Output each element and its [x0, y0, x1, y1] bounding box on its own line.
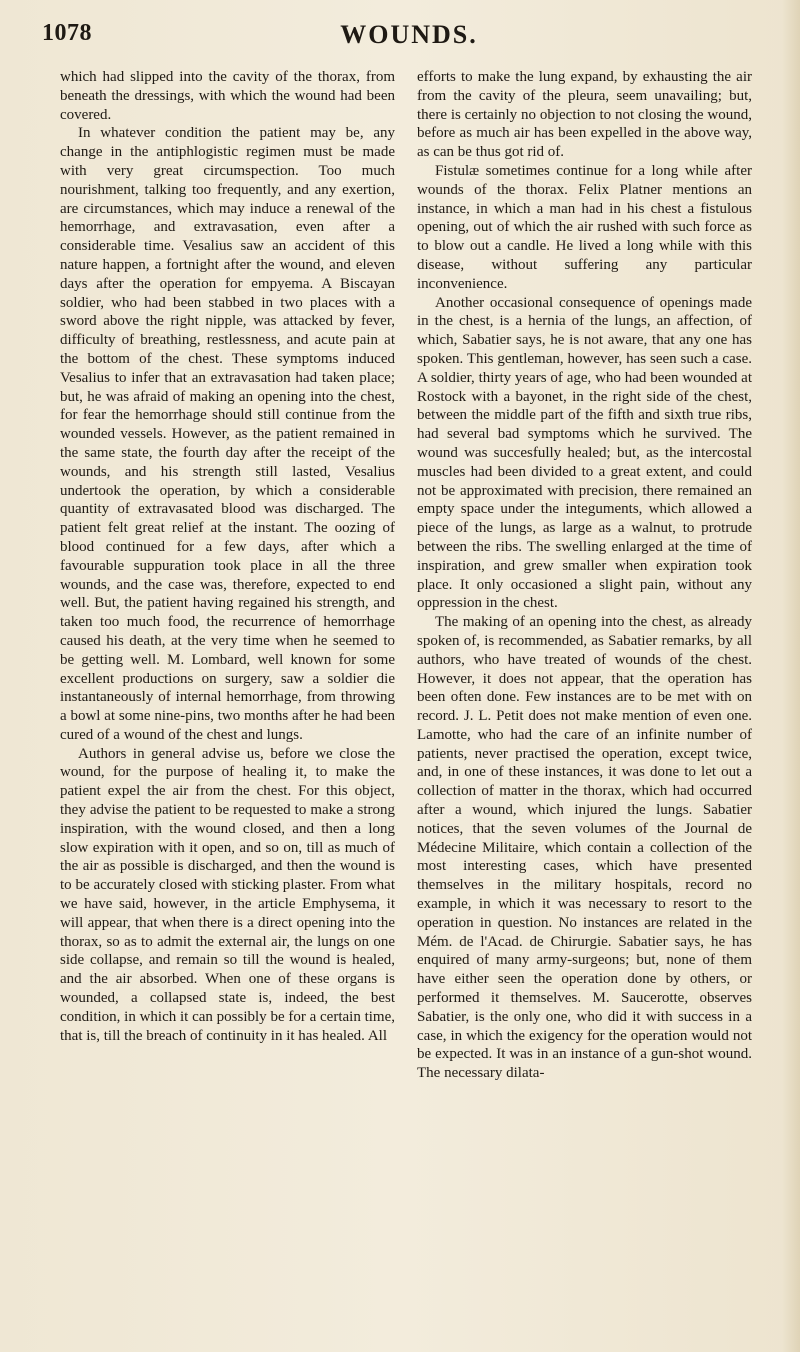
- page-number: 1078: [42, 20, 92, 46]
- paragraph: The making of an opening into the chest, as already spoken of, is recommended, as Sabatier remarks, by all authors, who have treated of wounds of the chest. However, it does not appear, that the operation has been often done. Few instances are to be met with on record. J. L. Petit does not make mention of even one. Lamotte, who had the care of an infinite number of patients, never practised the operation, except twice, and, in one of these instances, it was done to let out a collection of matter in the thorax, which had occurred after a wound, which injured the lungs. Sabatier notices, that the seven volumes of the Journal de Médecine Militaire, which contain a collection of the most interesting cases, which have presented themselves in the military hospitals, record no example, in which it was necessary to resort to the operation in question. No instances are related in the Mém. de l'Acad. de Chirurgie. Sabatier says, he has enquired of many army-surgeons; but, none of them have either seen the operation done by others, or performed it themselves. M. Saucerotte, observes Sabatier, is the only one, who did it with success in a case, in which the exigency for the operation would not be expected. It was in an instance of a gun-shot wound. The necessary dilata-: [417, 614, 752, 1082]
- left-column: [60, 68, 395, 1083]
- text-columns: [60, 68, 758, 1083]
- running-title: WOUNDS.: [340, 20, 478, 49]
- paragraph: efforts to make the lung expand, by exhausting the air from the cavity of the pleura, seem unavailing; but, there is certainly no objection to not closing the wound, before as much air has been expelled in the above way, as can be thus got rid of.: [417, 69, 752, 161]
- running-head: [42, 20, 758, 60]
- paragraph: Another occasional consequence of openings made in the chest, is a hernia of the lungs, an affection, of which, Sabatier says, he is not aware, that any one has spoken. This gentleman, however, has seen such a case. A soldier, thirty years of age, who had been wounded at Rostock with a bayonet, in the right side of the chest, between the middle part of the fifth and sixth true ribs, had several bad symptoms which he survived. The wound was succesfully healed; but, as the intercostal muscles had been divided to a great extent, and could not be approximated with precision, there remained an empty space under the integuments, which allowed a piece of the lungs, as large as a walnut, to protrude between the ribs. The swelling enlarged at the time of inspiration, and grew smaller when expiration took place. It only occasioned a slight pain, without any oppression in the chest.: [417, 294, 752, 612]
- paragraph: Authors in general advise us, before we close the wound, for the purpose of healing it, to make the patient expel the air from the chest. For this object, they advise the patient to be requested to make a strong inspiration, with the wound closed, and then a long slow expiration with it open, and so on, till as much of the air as possible is discharged, and then the wound is to be accurately closed with sticking plaster. From what we have said, however, in the article Emphysema, it will appear, that when there is a direct opening into the thorax, so as to admit the external air, the lungs on one side collapse, and remain so till the wound is healed, and the air absorbed. When one of these organs is wounded, a collapsed state is, indeed, the best condition, in which it can possibly be for a certain time, that is, till the breach of continuity in it has healed. All: [60, 745, 395, 1044]
- paragraph: which had slipped into the cavity of the thorax, from beneath the dressings, with which the wound had been covered.: [60, 69, 395, 123]
- paragraph: In whatever condition the patient may be, any change in the antiphlogistic regimen must be made with very great circumspection. Too much nourishment, talking too frequently, and any exertion, are circumstances, which may induce a renewal of the hemorrhage, and extravasation, even after a considerable time. Vesalius saw an accident of this nature happen, a fortnight after the wound, and eleven days after the operation for empyema. A Biscayan soldier, who had been stabbed in two places with a sword above the right nipple, was attacked by fever, difficulty of breathing, restlessness, and acute pain at the bottom of the chest. These symptoms induced Vesalius to infer that an extravasation had taken place; but, he was afraid of making an opening into the chest, for fear the hemorrhage should still continue from the wounded vessels. However, as the patient remained in the same state, the fourth day after the receipt of the wounds, and his strength still lasted, Vesalius undertook the operation, by which a considerable quantity of extravasated blood was discharged. The patient felt great relief at the instant. The oozing of blood continued for a few days, after which a favourable suppuration took place in all the three wounds, and the case was, therefore, expected to end well. But, the patient having regained his strength, and taken too much food, the recurrence of hemorrhage caused his death, at the very time when he seemed to be getting well. M. Lombard, well known for some excellent productions on surgery, saw a soldier die instantaneously of internal hemorrhage, from throwing a bowl at some nine-pins, two months after he had been cured of a wound of the chest and lungs.: [60, 125, 395, 743]
- paragraph: Fistulæ sometimes continue for a long while after wounds of the thorax. Felix Platner mentions an instance, in which a man had in his chest a fistulous opening, out of which the air rushed with such force as to blow out a candle. He lived a long while with this disease, without suffering any particular inconvenience.: [417, 162, 752, 292]
- right-column: [417, 68, 752, 1083]
